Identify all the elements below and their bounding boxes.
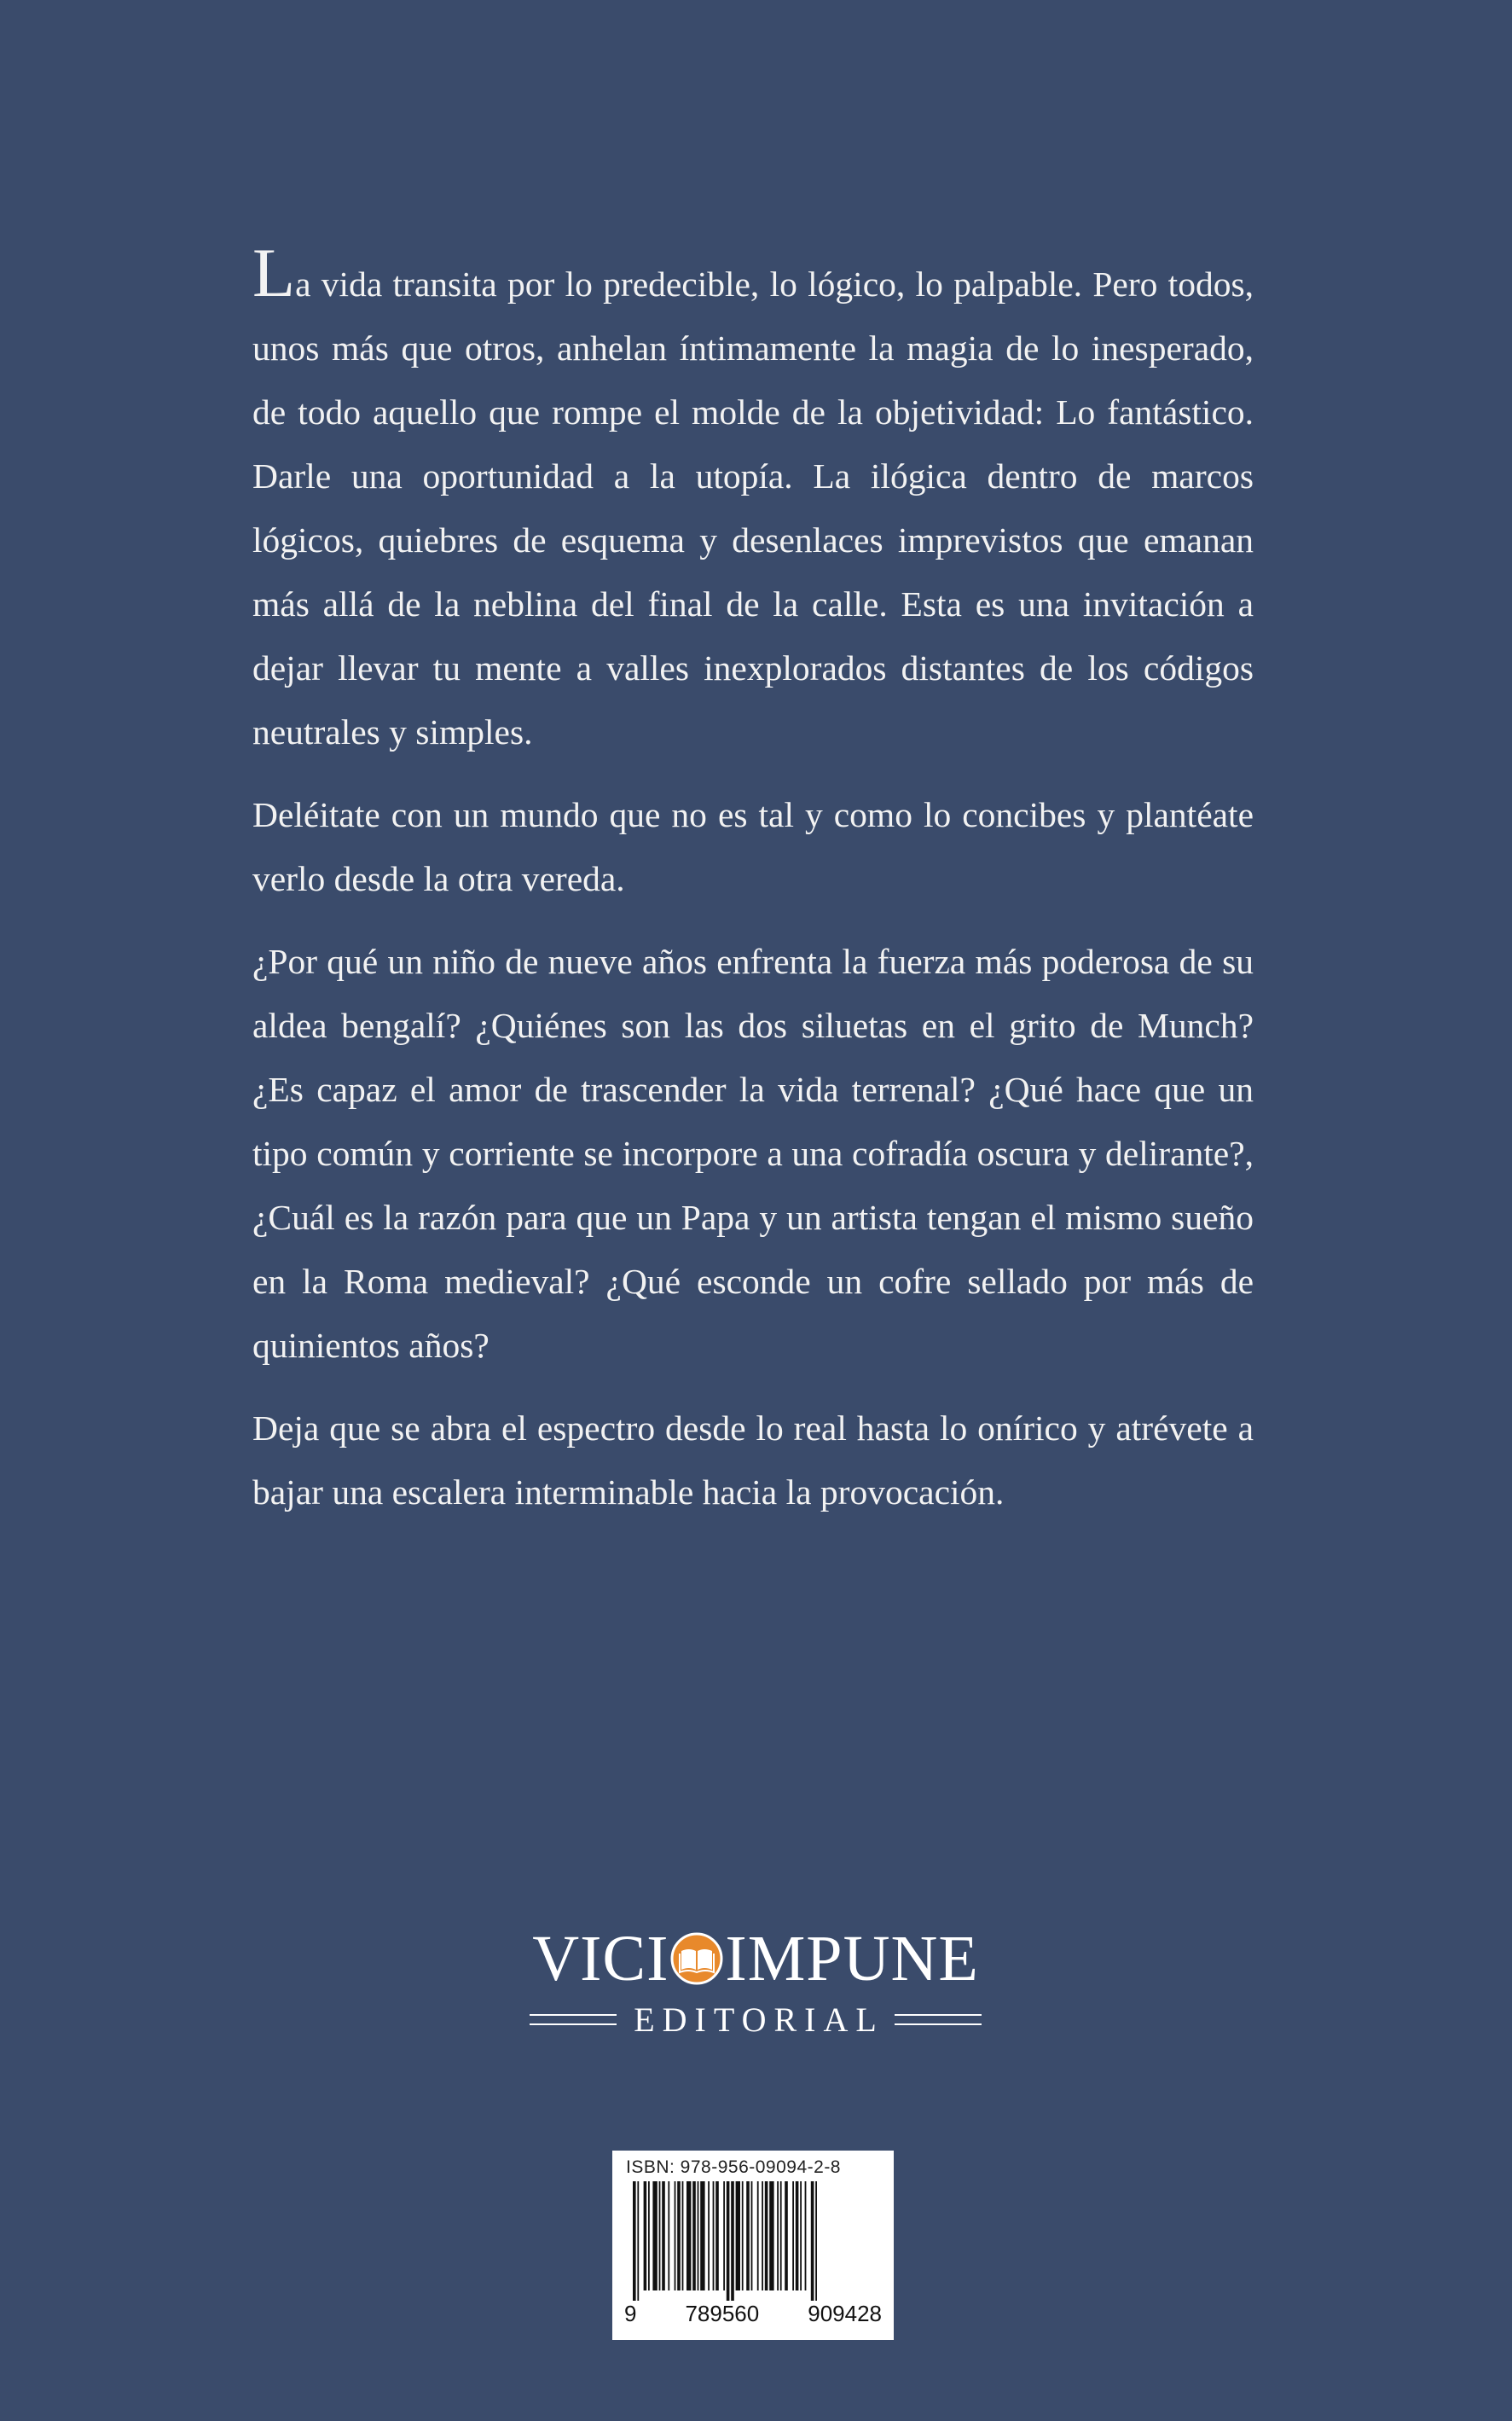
barcode-bar	[727, 2181, 730, 2301]
barcode-bar	[668, 2181, 669, 2290]
publisher-logo	[525, 1923, 986, 2040]
drop-cap: L	[252, 234, 296, 311]
barcode-bar	[811, 2181, 814, 2301]
publisher-name-right: IMPUNE	[725, 1923, 979, 1994]
barcode-bars	[621, 2181, 885, 2301]
barcode-bar	[713, 2181, 715, 2290]
barcode-bar	[644, 2181, 647, 2290]
blurb-paragraph-1	[252, 234, 1254, 764]
barcode-bar	[769, 2181, 773, 2290]
barcode-bar	[715, 2181, 719, 2290]
open-book-icon	[670, 1932, 723, 1985]
barcode-bar	[682, 2181, 684, 2290]
barcode-digits-right: 909428	[808, 2301, 882, 2326]
barcode-bar	[723, 2181, 725, 2290]
barcode-digits-left: 789560	[685, 2301, 760, 2326]
barcode-bar	[675, 2181, 676, 2290]
publisher-subtitle: EDITORIAL	[634, 2000, 884, 2039]
barcode-bar	[757, 2181, 759, 2290]
barcode-bar	[659, 2181, 661, 2290]
barcode-bar	[765, 2181, 768, 2290]
barcode-bar	[731, 2181, 734, 2301]
publisher-name	[525, 1923, 986, 1994]
right-double-rule	[895, 2014, 982, 2025]
blurb-paragraph-4: Deja que se abra el espectro desde lo real hasta lo onírico y atrévete a bajar una escalera interminable hacia la provocación.	[252, 1408, 1254, 1512]
barcode-bar	[785, 2181, 788, 2290]
barcode-bar	[652, 2181, 657, 2290]
barcode-bar	[708, 2181, 710, 2290]
isbn-barcode	[612, 2151, 894, 2340]
left-double-rule	[530, 2014, 617, 2025]
barcode-bar	[815, 2181, 817, 2301]
barcode-bar	[700, 2181, 704, 2290]
blurb-paragraph-1-text: a vida transita por lo predecible, lo lógico, lo palpable. Pero todos, unos más que otros, anhelan íntimamente la magia de lo inesperado, de todo aquello que rompe el molde de la objetividad: Lo fantástico. Darle una oportunidad a la utopía. La ilógica dentro de marcos lógicos, quiebres de esquema y desenlaces imprevistos que emanan más allá de la neblina del final de la calle. Esta es una invitación a dejar llevar tu mente a valles inexplorados distantes de los códigos neutrales y simples.	[252, 264, 1254, 752]
barcode-digits	[621, 2301, 885, 2327]
barcode-bar	[662, 2181, 665, 2290]
barcode-bar	[742, 2181, 744, 2290]
barcode-bar	[677, 2181, 681, 2290]
barcode-bar	[686, 2181, 691, 2290]
barcode-bar	[762, 2181, 763, 2290]
barcode-digit-lead: 9	[624, 2301, 637, 2326]
barcode-bar	[751, 2181, 753, 2290]
barcode-bar	[777, 2181, 779, 2290]
barcode-bar	[736, 2181, 740, 2290]
barcode-bar	[796, 2181, 799, 2290]
barcode-bar	[792, 2181, 794, 2290]
barcode-bar	[698, 2181, 699, 2290]
barcode-bar	[692, 2181, 696, 2290]
barcode-bar	[648, 2181, 650, 2290]
back-cover-blurb	[252, 234, 1254, 1543]
publisher-subtitle-row	[525, 2000, 986, 2040]
barcode-bar	[805, 2181, 807, 2290]
barcode-bar	[633, 2181, 636, 2301]
isbn-label: ISBN: 978-956-09094-2-8	[626, 2157, 841, 2177]
blurb-paragraph-3: ¿Por qué un niño de nueve años enfrenta la fuerza más poderosa de su aldea bengalí? ¿Quiénes son las dos siluetas en el grito de Munch? ¿Es capaz el amor de trascender la vida terrenal? ¿Qué hace que un tipo común y corriente se incorpore a una cofradía oscura y delirante?, ¿Cuál es la razón para que un Papa y un artista tengan el mismo sueño en la Roma medieval? ¿Qué esconde un cofre sellado por más de quinientos años?	[252, 942, 1254, 1365]
blurb-paragraph-2: Deléitate con un mundo que no es tal y como lo concibes y plantéate verlo desde la otra vereda.	[252, 795, 1254, 898]
barcode-bar	[800, 2181, 802, 2290]
barcode-bar	[780, 2181, 782, 2290]
publisher-name-left: VICI	[532, 1923, 669, 1994]
barcode-bar	[637, 2181, 639, 2301]
barcode-bar	[746, 2181, 750, 2290]
